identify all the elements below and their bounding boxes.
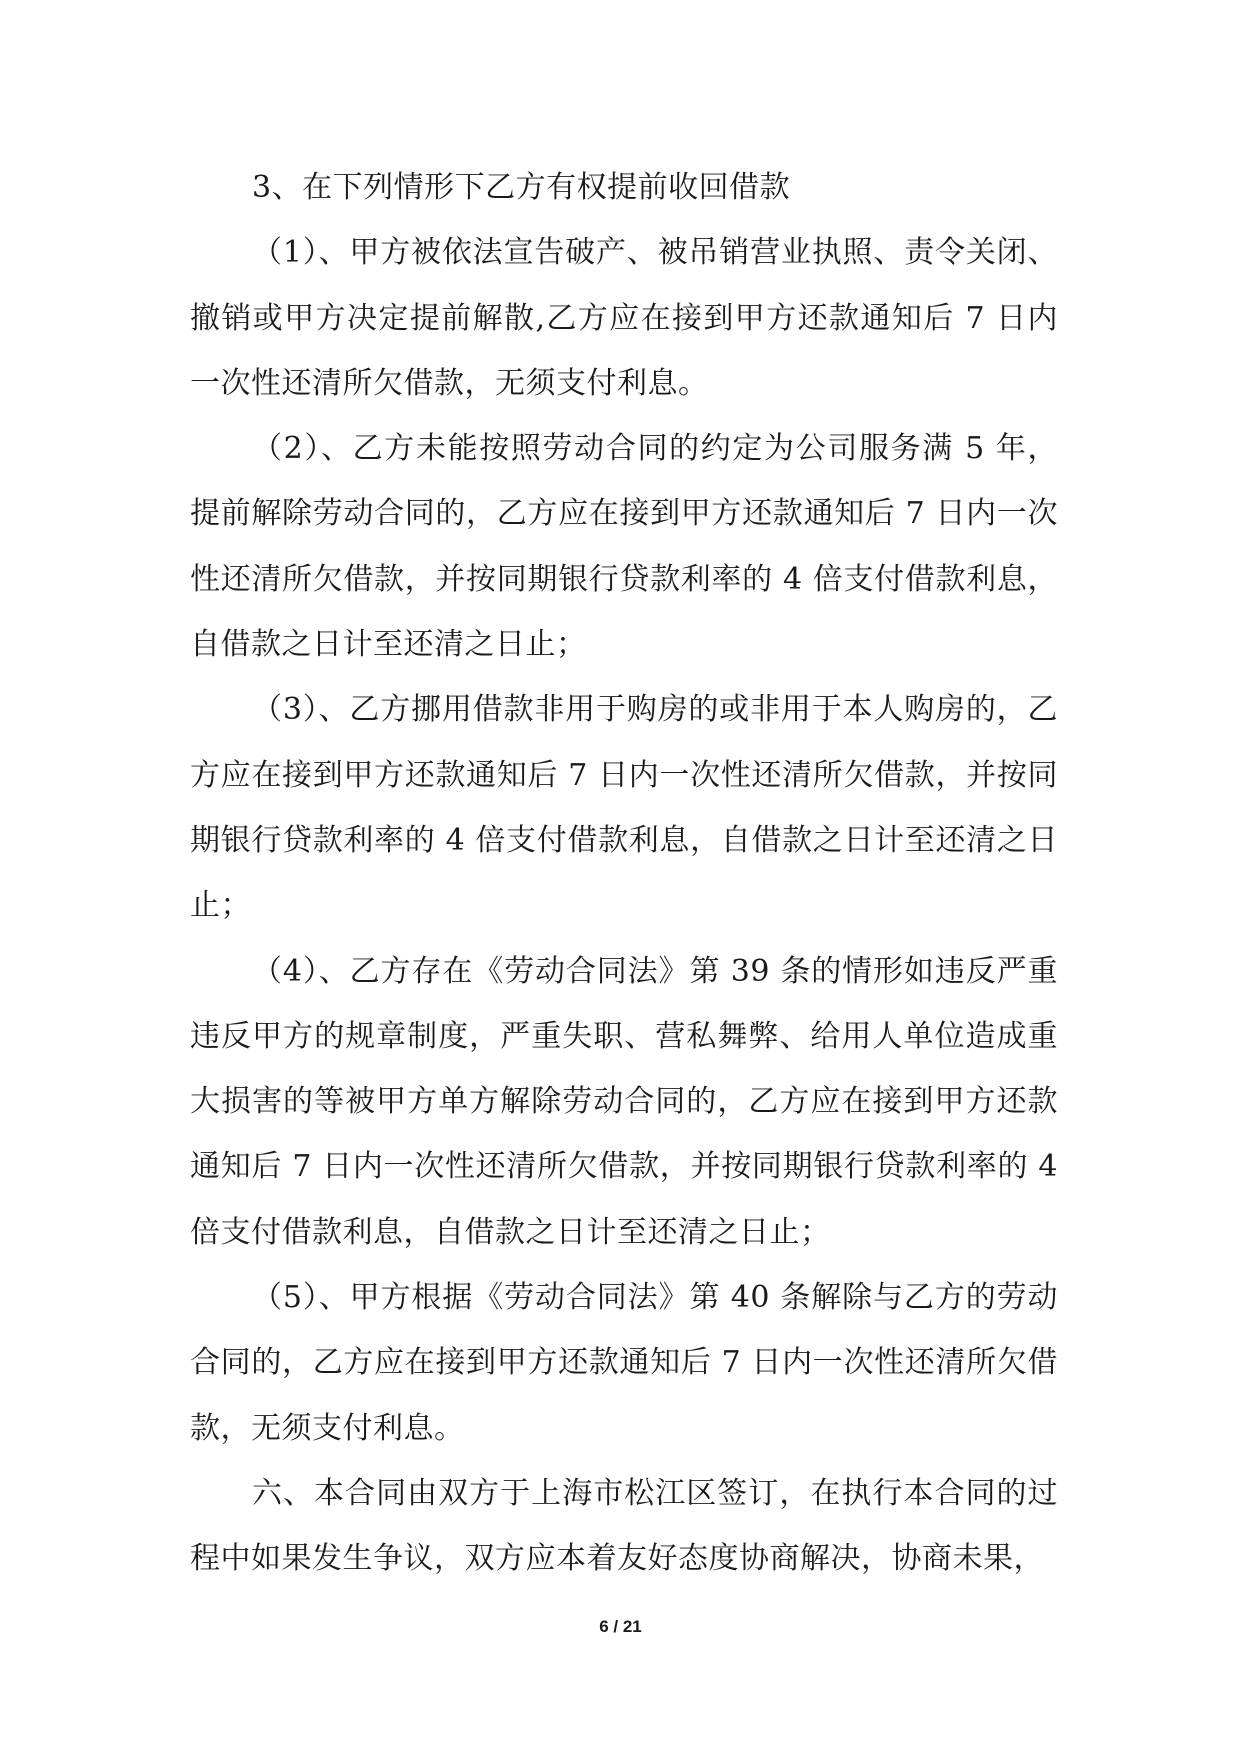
clause-3-item-4: （4）、乙方存在《劳动合同法》第 39 条的情形如违反严重违反甲方的规章制度，严重失职、营私舞弊、给用人单位造成重大损害的等被甲方单方解除劳动合同的，乙方应在接到甲方还款通知后 7 日内一次性还清所欠借款，并按同期银行贷款利率的 4 倍支付借款利息，自借款之日计至还清之日止；	[190, 953, 1058, 1250]
section-6-paragraph: 六、本合同由双方于上海市松江区签订，在执行本合同的过程中如果发生争议，双方应本着友好态度协商解决，协商未果，	[190, 1475, 1058, 1577]
clause-3-item-1: （1）、甲方被依法宣告破产、被吊销营业执照、责令关闭、撤销或甲方决定提前解散,乙方应在接到甲方还款通知后 7 日内一次性还清所欠借款，无须支付利息。	[190, 235, 1058, 401]
page-number: 6 / 21	[599, 1617, 642, 1636]
contract-body	[190, 155, 1058, 1592]
clause-3-item-5: （5）、甲方根据《劳动合同法》第 40 条解除与乙方的劳动合同的，乙方应在接到甲方还款通知后 7 日内一次性还清所欠借款，无须支付利息。	[190, 1280, 1058, 1446]
clause-3-item-2: （2）、乙方未能按照劳动合同的约定为公司服务满 5 年，提前解除劳动合同的，乙方应在接到甲方还款通知后 7 日内一次性还清所欠借款，并按同期银行贷款利率的 4 倍支付借款利息，自借款之日计至还清之日止；	[190, 431, 1058, 663]
clause-3-heading: 3、在下列情形下乙方有权提前收回借款	[252, 170, 791, 205]
clause-3-item-3: （3）、乙方挪用借款非用于购房的或非用于本人购房的，乙方应在接到甲方还款通知后 7 日内一次性还清所欠借款，并按同期银行贷款利率的 4 倍支付借款利息，自借款之日计至还清之日止；	[190, 692, 1058, 924]
